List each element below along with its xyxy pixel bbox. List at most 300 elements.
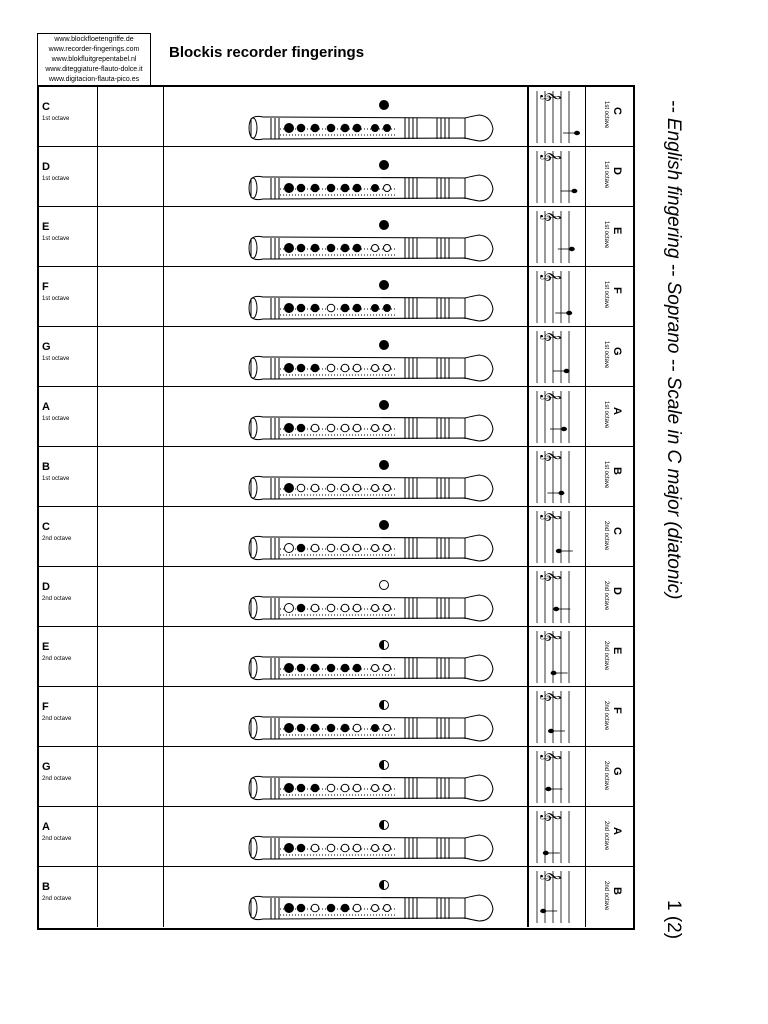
column-divider — [163, 627, 164, 686]
column-divider — [527, 687, 529, 746]
finger-hole — [311, 364, 319, 372]
finger-hole — [372, 365, 379, 372]
octave-label: 2nd octave — [42, 596, 72, 602]
rotated-octave: 1st octave — [603, 401, 609, 429]
finger-hole — [297, 844, 305, 852]
rotated-note-name: D — [611, 587, 623, 595]
column-divider — [163, 447, 164, 506]
column-divider — [97, 87, 98, 146]
music-staff — [533, 269, 581, 325]
finger-hole — [341, 124, 349, 132]
site-link[interactable]: www.digitacion-flauta-pico.es — [48, 76, 140, 83]
finger-hole — [285, 424, 294, 433]
column-divider — [163, 147, 164, 206]
finger-hole — [327, 904, 335, 912]
vertical-title: -- English fingering -- Soprano -- Scale in C major (diatonic) — [663, 100, 684, 600]
finger-hole — [327, 724, 335, 732]
column-divider — [585, 747, 586, 806]
finger-hole — [353, 364, 361, 372]
column-divider — [527, 627, 529, 686]
column-divider — [97, 447, 98, 506]
finger-hole — [285, 244, 294, 253]
rotated-note-label — [599, 451, 649, 503]
finger-hole — [353, 124, 361, 132]
octave-label: 1st octave — [42, 416, 70, 422]
finger-hole — [341, 784, 349, 792]
treble-clef-icon: 𝄞 — [540, 451, 561, 462]
finger-hole — [297, 484, 305, 492]
finger-hole — [297, 544, 305, 552]
finger-hole — [372, 185, 379, 192]
finger-hole — [285, 124, 294, 133]
rotated-note-label — [599, 211, 649, 263]
finger-hole — [285, 304, 294, 313]
fingering-row — [39, 327, 633, 387]
recorder-diagram — [205, 511, 495, 565]
rotated-octave: 2nd octave — [603, 521, 609, 551]
rotated-note-label — [599, 331, 649, 383]
finger-hole — [327, 364, 335, 372]
recorder-diagram — [205, 331, 495, 385]
column-divider — [527, 387, 529, 446]
finger-hole — [341, 184, 349, 192]
column-divider — [97, 207, 98, 266]
finger-hole — [384, 305, 391, 312]
column-divider — [585, 267, 586, 326]
finger-hole — [353, 784, 361, 792]
column-divider — [97, 267, 98, 326]
finger-hole — [297, 604, 305, 612]
finger-hole — [297, 724, 305, 732]
note-name: E — [42, 641, 50, 653]
music-staff — [533, 689, 581, 745]
thumb-hole — [380, 161, 389, 170]
finger-hole — [384, 245, 391, 252]
finger-hole — [311, 544, 319, 552]
finger-hole — [311, 184, 319, 192]
column-divider — [585, 207, 586, 266]
finger-hole — [285, 544, 294, 553]
fingering-row — [39, 627, 633, 687]
recorder-diagram — [205, 151, 495, 205]
website-list-box — [37, 33, 151, 87]
column-divider — [163, 267, 164, 326]
rotated-note-label — [599, 751, 649, 803]
rotated-note-name: E — [611, 647, 623, 655]
page-number: 1 (2) — [663, 900, 684, 940]
octave-label: 2nd octave — [42, 896, 72, 902]
finger-hole — [353, 244, 361, 252]
finger-hole — [372, 125, 379, 132]
fingering-row — [39, 147, 633, 207]
rotated-note-name: G — [611, 347, 623, 356]
finger-hole — [311, 904, 319, 912]
finger-hole — [285, 844, 294, 853]
column-divider — [97, 147, 98, 206]
column-divider — [585, 447, 586, 506]
column-divider — [585, 87, 586, 146]
recorder-diagram — [205, 211, 495, 265]
fingering-table — [37, 85, 635, 930]
finger-hole — [353, 484, 361, 492]
column-divider — [527, 507, 529, 566]
rotated-note-label — [599, 91, 649, 143]
finger-hole — [285, 484, 294, 493]
thumb-hole — [380, 341, 389, 350]
recorder-diagram — [205, 271, 495, 325]
column-divider — [163, 327, 164, 386]
rotated-note-name: A — [611, 407, 623, 415]
finger-hole — [311, 304, 319, 312]
finger-hole — [327, 844, 335, 852]
finger-hole — [285, 784, 294, 793]
finger-hole — [353, 724, 361, 732]
page-title: Blockis recorder fingerings — [169, 44, 365, 61]
note-name: F — [42, 281, 49, 293]
finger-hole — [311, 664, 319, 672]
column-divider — [97, 327, 98, 386]
note-name: D — [42, 581, 50, 593]
column-divider — [97, 627, 98, 686]
finger-hole — [327, 424, 335, 432]
finger-hole — [372, 305, 379, 312]
fingering-row — [39, 207, 633, 267]
finger-hole — [372, 725, 379, 732]
note-name: G — [42, 761, 51, 773]
finger-hole — [327, 244, 335, 252]
finger-hole — [384, 785, 391, 792]
treble-clef-icon: 𝄞 — [540, 631, 561, 642]
finger-hole — [372, 845, 379, 852]
octave-label: 2nd octave — [42, 836, 72, 842]
fingering-row — [39, 567, 633, 627]
recorder-diagram — [205, 631, 495, 685]
octave-label: 2nd octave — [42, 656, 72, 662]
thumb-hole — [380, 221, 389, 230]
finger-hole — [341, 484, 349, 492]
treble-clef-icon: 𝄞 — [540, 571, 561, 582]
finger-hole — [341, 364, 349, 372]
note-name: B — [42, 461, 50, 473]
octave-label: 1st octave — [42, 236, 70, 242]
column-divider — [97, 387, 98, 446]
rotated-note-label — [599, 391, 649, 443]
treble-clef-icon: 𝄞 — [540, 871, 561, 882]
music-staff — [533, 449, 581, 505]
music-staff — [533, 569, 581, 625]
column-divider — [163, 807, 164, 866]
column-divider — [527, 447, 529, 506]
finger-hole — [341, 664, 349, 672]
column-divider — [163, 507, 164, 566]
rotated-note-name: B — [611, 467, 623, 475]
finger-hole — [341, 244, 349, 252]
column-divider — [527, 867, 529, 927]
octave-label: 1st octave — [42, 296, 70, 302]
recorder-diagram — [205, 811, 495, 865]
music-staff — [533, 209, 581, 265]
treble-clef-icon: 𝄞 — [540, 211, 561, 222]
finger-hole — [327, 604, 335, 612]
music-staff — [533, 809, 581, 865]
finger-hole — [384, 845, 391, 852]
treble-clef-icon: 𝄞 — [540, 511, 561, 522]
finger-hole — [311, 124, 319, 132]
music-staff — [533, 89, 581, 145]
finger-hole — [372, 545, 379, 552]
octave-label: 1st octave — [42, 356, 70, 362]
fingering-row — [39, 867, 633, 927]
rotated-note-name: B — [611, 887, 623, 895]
music-staff — [533, 869, 581, 925]
finger-hole — [297, 784, 305, 792]
rotated-note-name: C — [611, 527, 623, 535]
recorder-diagram — [205, 91, 495, 145]
rotated-note-label — [599, 151, 649, 203]
fingering-row — [39, 747, 633, 807]
treble-clef-icon: 𝄞 — [540, 331, 561, 342]
finger-hole — [297, 364, 305, 372]
recorder-diagram — [205, 391, 495, 445]
column-divider — [163, 747, 164, 806]
finger-hole — [384, 185, 391, 192]
finger-hole — [372, 245, 379, 252]
finger-hole — [372, 485, 379, 492]
note-name: C — [42, 521, 50, 533]
note-name: G — [42, 341, 51, 353]
finger-hole — [327, 664, 335, 672]
finger-hole — [372, 425, 379, 432]
note-name: C — [42, 101, 50, 113]
column-divider — [97, 567, 98, 626]
note-name: A — [42, 401, 50, 413]
column-divider — [97, 807, 98, 866]
finger-hole — [384, 725, 391, 732]
octave-label: 1st octave — [42, 476, 70, 482]
finger-hole — [327, 784, 335, 792]
fingering-row — [39, 687, 633, 747]
octave-label: 1st octave — [42, 116, 70, 122]
finger-hole — [327, 304, 335, 312]
rotated-note-label — [599, 691, 649, 743]
column-divider — [527, 327, 529, 386]
finger-hole — [297, 304, 305, 312]
rotated-octave: 2nd octave — [603, 581, 609, 611]
column-divider — [163, 207, 164, 266]
music-staff — [533, 509, 581, 565]
finger-hole — [341, 544, 349, 552]
finger-hole — [285, 904, 294, 913]
rotated-octave: 2nd octave — [603, 881, 609, 911]
column-divider — [585, 867, 586, 927]
fingering-row — [39, 507, 633, 567]
column-divider — [163, 387, 164, 446]
finger-hole — [384, 485, 391, 492]
column-divider — [585, 387, 586, 446]
finger-hole — [353, 904, 361, 912]
rotated-note-label — [599, 511, 649, 563]
column-divider — [163, 867, 164, 927]
treble-clef-icon: 𝄞 — [540, 691, 561, 702]
rotated-octave: 1st octave — [603, 281, 609, 309]
music-staff — [533, 749, 581, 805]
column-divider — [585, 567, 586, 626]
column-divider — [97, 687, 98, 746]
finger-hole — [341, 724, 349, 732]
rotated-octave: 1st octave — [603, 221, 609, 249]
finger-hole — [297, 424, 305, 432]
finger-hole — [311, 844, 319, 852]
thumb-hole — [380, 101, 389, 110]
column-divider — [97, 747, 98, 806]
fingering-row — [39, 447, 633, 507]
rotated-note-label — [599, 871, 649, 923]
fingering-row — [39, 807, 633, 867]
site-link[interactable]: www.diteggiature-flauto-dolce.it — [45, 66, 143, 73]
rotated-note-name: G — [611, 767, 623, 776]
finger-hole — [297, 124, 305, 132]
note-name: B — [42, 881, 50, 893]
rotated-note-name: E — [611, 227, 623, 235]
thumb-hole — [380, 521, 389, 530]
rotated-note-name: F — [611, 707, 623, 714]
rotated-octave: 1st octave — [603, 461, 609, 489]
column-divider — [585, 507, 586, 566]
finger-hole — [353, 844, 361, 852]
finger-hole — [285, 664, 294, 673]
finger-hole — [384, 605, 391, 612]
finger-hole — [341, 904, 349, 912]
column-divider — [163, 687, 164, 746]
treble-clef-icon: 𝄞 — [540, 151, 561, 162]
column-divider — [585, 627, 586, 686]
rotated-octave: 2nd octave — [603, 821, 609, 851]
column-divider — [527, 747, 529, 806]
column-divider — [163, 87, 164, 146]
finger-hole — [384, 365, 391, 372]
column-divider — [527, 207, 529, 266]
finger-hole — [384, 665, 391, 672]
octave-label: 2nd octave — [42, 776, 72, 782]
column-divider — [527, 567, 529, 626]
note-name: E — [42, 221, 50, 233]
finger-hole — [341, 604, 349, 612]
column-divider — [163, 567, 164, 626]
fingering-row — [39, 387, 633, 447]
finger-hole — [372, 785, 379, 792]
fingering-row — [39, 87, 633, 147]
site-link[interactable]: www.recorder-fingerings.com — [48, 46, 140, 53]
finger-hole — [341, 844, 349, 852]
finger-hole — [311, 424, 319, 432]
finger-hole — [353, 604, 361, 612]
recorder-diagram — [205, 691, 495, 745]
rotated-octave: 1st octave — [603, 341, 609, 369]
thumb-hole — [380, 461, 389, 470]
finger-hole — [311, 724, 319, 732]
finger-hole — [341, 424, 349, 432]
finger-hole — [285, 724, 294, 733]
recorder-diagram — [205, 871, 495, 925]
finger-hole — [372, 605, 379, 612]
finger-hole — [327, 544, 335, 552]
site-link[interactable]: www.blockfloetengriffe.de — [54, 36, 134, 43]
rotated-note-name: A — [611, 827, 623, 835]
column-divider — [527, 807, 529, 866]
finger-hole — [353, 424, 361, 432]
treble-clef-icon: 𝄞 — [540, 271, 561, 282]
finger-hole — [353, 544, 361, 552]
finger-hole — [372, 905, 379, 912]
thumb-hole — [380, 401, 389, 410]
rotated-note-label — [599, 631, 649, 683]
treble-clef-icon: 𝄞 — [540, 751, 561, 762]
finger-hole — [353, 184, 361, 192]
column-divider — [585, 327, 586, 386]
rotated-note-label — [599, 271, 649, 323]
finger-hole — [353, 664, 361, 672]
site-link[interactable]: www.blokfluitgrepentabel.nl — [51, 56, 137, 63]
finger-hole — [353, 304, 361, 312]
recorder-diagram — [205, 451, 495, 505]
finger-hole — [327, 184, 335, 192]
column-divider — [585, 807, 586, 866]
fingering-row — [39, 267, 633, 327]
treble-clef-icon: 𝄞 — [540, 91, 561, 102]
column-divider — [527, 147, 529, 206]
finger-hole — [311, 604, 319, 612]
treble-clef-icon: 𝄞 — [540, 391, 561, 402]
rotated-octave: 2nd octave — [603, 641, 609, 671]
finger-hole — [285, 364, 294, 373]
finger-hole — [327, 124, 335, 132]
finger-hole — [311, 244, 319, 252]
finger-hole — [327, 484, 335, 492]
treble-clef-icon: 𝄞 — [540, 811, 561, 822]
octave-label: 2nd octave — [42, 716, 72, 722]
thumb-hole — [380, 581, 389, 590]
column-divider — [585, 687, 586, 746]
rotated-note-label — [599, 811, 649, 863]
rotated-note-name: F — [611, 287, 623, 294]
rotated-note-name: D — [611, 167, 623, 175]
thumb-hole — [380, 281, 389, 290]
music-staff — [533, 329, 581, 385]
music-staff — [533, 149, 581, 205]
finger-hole — [311, 784, 319, 792]
note-name: F — [42, 701, 49, 713]
recorder-diagram — [205, 751, 495, 805]
rotated-octave: 2nd octave — [603, 761, 609, 791]
finger-hole — [384, 545, 391, 552]
finger-hole — [297, 904, 305, 912]
finger-hole — [311, 484, 319, 492]
finger-hole — [297, 664, 305, 672]
finger-hole — [285, 184, 294, 193]
rotated-note-name: C — [611, 107, 623, 115]
finger-hole — [384, 905, 391, 912]
octave-label: 2nd octave — [42, 536, 72, 542]
finger-hole — [297, 184, 305, 192]
rotated-octave: 1st octave — [603, 101, 609, 129]
rotated-note-label — [599, 571, 649, 623]
note-name: D — [42, 161, 50, 173]
rotated-octave: 1st octave — [603, 161, 609, 189]
column-divider — [97, 507, 98, 566]
column-divider — [527, 87, 529, 146]
finger-hole — [341, 304, 349, 312]
music-staff — [533, 389, 581, 445]
